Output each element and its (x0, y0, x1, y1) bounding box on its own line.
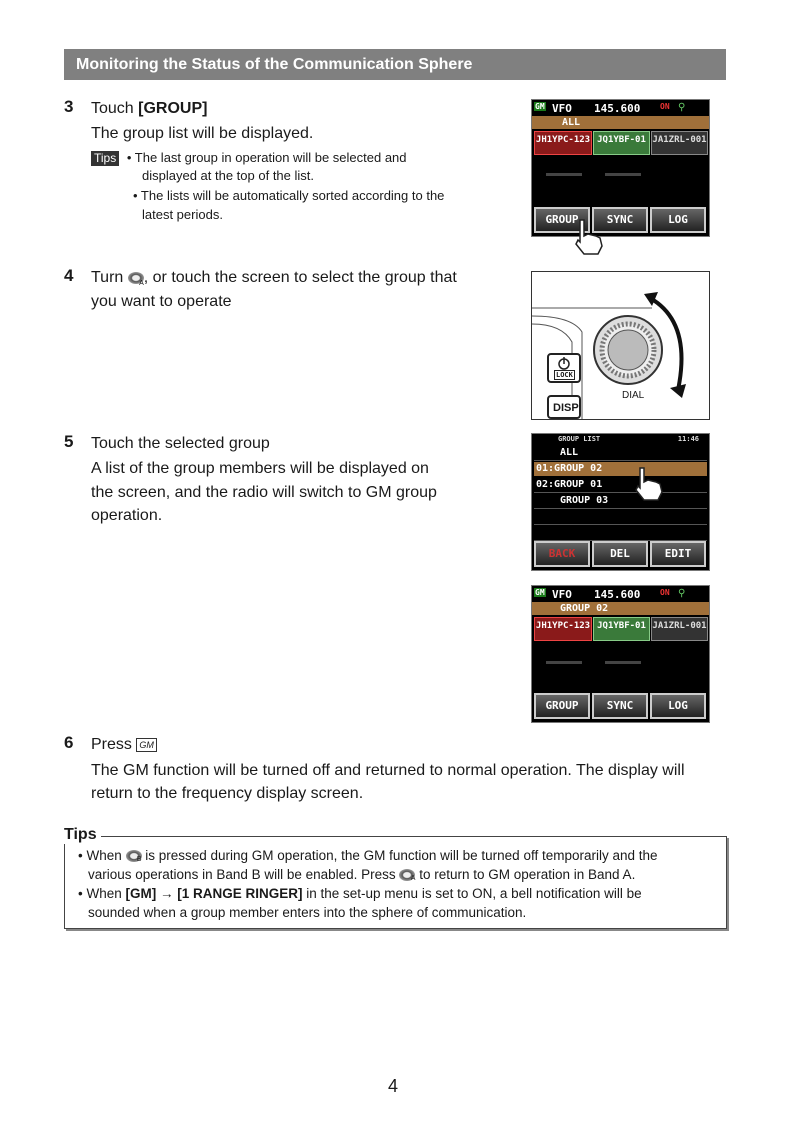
step-6-line3: return to the frequency display screen. (91, 785, 364, 802)
step-3-line1: Touch [GROUP] (91, 100, 208, 117)
frequency: 145.600 (594, 102, 641, 115)
tips-line3: • When [GM] → [1 RANGE RINGER] in the set-up menu is set to ON, a bell notification will be (78, 886, 642, 901)
group-button[interactable]: GROUP (534, 693, 590, 719)
gm-key-icon: GM (136, 738, 157, 752)
touch-hand-icon (572, 218, 608, 256)
radio-panel-drawing (532, 272, 709, 419)
section-header (64, 49, 726, 80)
dial-label: DIAL (622, 390, 645, 401)
log-button[interactable]: LOG (650, 693, 706, 719)
tips-badge: Tips (91, 151, 119, 166)
page-number: 4 (388, 1076, 399, 1096)
tips-line4: sounded when a group member enters into the sphere of communication. (88, 905, 527, 920)
group-row-selected[interactable]: 01:GROUP 02 (534, 462, 707, 476)
member-chip[interactable]: JH1YPC-123 (534, 131, 592, 155)
list-title: GROUP LIST (558, 435, 601, 443)
signal-icon: ⚲ (678, 588, 686, 599)
lock-label: LOCK (556, 371, 573, 379)
step-5-number: 5 (64, 432, 74, 451)
tips-title: Tips (64, 826, 101, 844)
status-bar (532, 588, 709, 602)
edit-button[interactable]: EDIT (650, 541, 706, 567)
step-6-number: 6 (64, 733, 74, 752)
step-3-tip2a: • The lists will be automatically sorted according to the (133, 188, 445, 203)
touch-hand-icon (632, 466, 666, 502)
step-3-number: 3 (64, 97, 74, 116)
step-3-tip1b: displayed at the top of the list. (142, 168, 314, 183)
step-3-tips: Tips • The last group in operation will be selected and (91, 148, 407, 167)
empty-slot (605, 173, 641, 176)
dial-a-icon: A (128, 272, 144, 284)
frequency: 145.600 (594, 588, 641, 601)
empty-slot (546, 661, 582, 664)
group-row[interactable]: 02:GROUP 01 (534, 478, 707, 493)
member-chip[interactable]: JH1YPC-123 (534, 617, 592, 641)
list-title-bar (532, 435, 709, 445)
clock: 11:46 (677, 435, 699, 443)
step-5-line2: A list of the group members will be displayed on (91, 460, 429, 477)
on-indicator: ON (660, 102, 670, 111)
group-key-label: [GROUP] (138, 100, 208, 117)
back-button[interactable]: BACK (534, 541, 590, 567)
member-chip[interactable]: JA1ZRL-001 (651, 131, 708, 155)
tips-line2: various operations in Band B will be enabled. Press A to return to GM operation in Band A. (88, 867, 636, 883)
step-3-tip2b: latest periods. (142, 207, 223, 222)
signal-icon: ⚲ (678, 102, 686, 113)
sync-button[interactable]: SYNC (592, 693, 648, 719)
gm-icon: GM (535, 102, 545, 111)
radio-screen-group02 (531, 585, 710, 723)
dial-a-icon: A (399, 869, 415, 881)
member-chip[interactable]: JQ1YBF-01 (593, 617, 650, 641)
sync-button[interactable]: SYNC (592, 207, 648, 233)
radio-screen-vfo (531, 99, 710, 237)
dial-b-icon: B (126, 850, 142, 862)
empty-slot (605, 661, 641, 664)
step-4-line2: you want to operate (91, 293, 232, 310)
group-row[interactable]: ALL (534, 446, 707, 461)
step-6-line2: The GM function will be turned off and returned to normal operation. The display will (91, 762, 685, 779)
mode-label: VFO (552, 588, 572, 601)
group-row[interactable]: GROUP 03 (534, 494, 707, 509)
step-6-line1: Press GM (91, 733, 157, 756)
group-button[interactable]: GROUP (534, 207, 590, 233)
empty-slot (546, 173, 582, 176)
log-button[interactable]: LOG (650, 207, 706, 233)
tips-line1: • When B is pressed during GM operation, the GM function will be turned off temporarily and the (78, 848, 658, 864)
section-title: Monitoring the Status of the Communication Sphere (76, 56, 473, 73)
status-bar (532, 102, 709, 116)
disp-label: DISP (553, 402, 579, 414)
empty-row (534, 510, 707, 525)
group-bar: ALL (532, 116, 709, 129)
step-5-line3: the screen, and the radio will switch to GM group (91, 484, 437, 501)
step-5-line1: Touch the selected group (91, 435, 270, 452)
radio-screen-group-list (531, 433, 710, 571)
group-bar: GROUP 02 (532, 602, 709, 615)
member-chip[interactable]: JQ1YBF-01 (593, 131, 650, 155)
gm-icon: GM (535, 588, 545, 597)
empty-row (534, 526, 707, 541)
member-chip[interactable]: JA1ZRL-001 (651, 617, 708, 641)
step-5-line4: operation. (91, 507, 163, 524)
step-3-line2: The group list will be displayed. (91, 125, 314, 142)
step-4-line1: Turn A, or touch the screen to select the group that (91, 269, 457, 287)
mode-label: VFO (552, 102, 572, 115)
step-4-number: 4 (64, 266, 74, 285)
del-button[interactable]: DEL (592, 541, 648, 567)
on-indicator: ON (660, 588, 670, 597)
dial-illustration (531, 271, 710, 420)
